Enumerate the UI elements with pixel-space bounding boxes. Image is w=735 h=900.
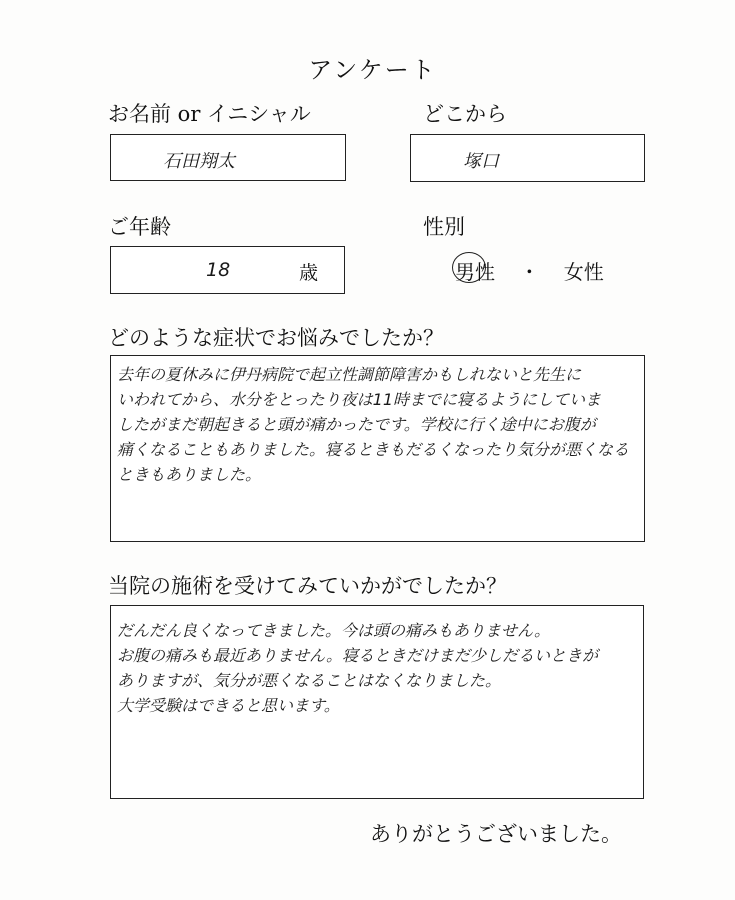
survey-title: アンケート: [308, 56, 437, 84]
origin-value: 塚口: [463, 151, 499, 172]
symptoms-question: どのような症状でお悩みでしたか？: [108, 326, 444, 350]
symptoms-answer-line: したがまだ朝起きると頭が痛かったです。学校に行く途中にお腹が: [117, 415, 596, 434]
symptoms-answer-line: 痛くなることもありました。寝るときもだるくなったり気分が悪くなる: [117, 440, 630, 459]
treatment-answer-line: だんだん良くなってきました。今は頭の痛みもありません。: [117, 621, 550, 640]
symptoms-answer-line: ときもありました。: [117, 465, 262, 484]
name-label: お名前 or イニシャル: [108, 102, 311, 126]
symptoms-answer-line: いわれてから、水分をとったり夜は11時までに寝るようにしていま: [117, 390, 602, 409]
name-field[interactable]: [110, 134, 346, 181]
age-value: 18: [206, 259, 231, 281]
closing-message: ありがとうございました。: [370, 822, 622, 846]
gender-options: [455, 256, 604, 285]
gender-option-male[interactable]: 男性: [455, 260, 495, 284]
treatment-answer-line: ありますが、気分が悪くなることはなくなりました。: [117, 671, 502, 690]
gender-option-female[interactable]: 女性: [563, 260, 604, 284]
symptoms-answer-line: 去年の夏休みに伊丹病院で起立性調節障害かもしれないと先生に: [117, 365, 582, 384]
origin-field[interactable]: [410, 134, 645, 182]
origin-label: どこから: [423, 102, 507, 126]
age-field[interactable]: [110, 246, 345, 294]
symptoms-answer-box[interactable]: [110, 355, 645, 542]
age-label: ご年齢: [108, 215, 171, 239]
gender-separator: ・: [519, 260, 540, 284]
symptoms-answer: [117, 362, 629, 487]
treatment-answer: [117, 618, 598, 718]
treatment-answer-line: 大学受験はできると思います。: [117, 696, 340, 715]
gender-label: 性別: [423, 215, 465, 239]
treatment-answer-line: お腹の痛みも最近ありません。寝るときだけまだ少しだるいときが: [117, 646, 598, 665]
name-value: 石田翔太: [163, 151, 235, 172]
age-unit: 歳: [299, 262, 319, 284]
treatment-question: 当院の施術を受けてみていかがでしたか？: [108, 574, 507, 598]
treatment-answer-box[interactable]: [110, 605, 644, 799]
